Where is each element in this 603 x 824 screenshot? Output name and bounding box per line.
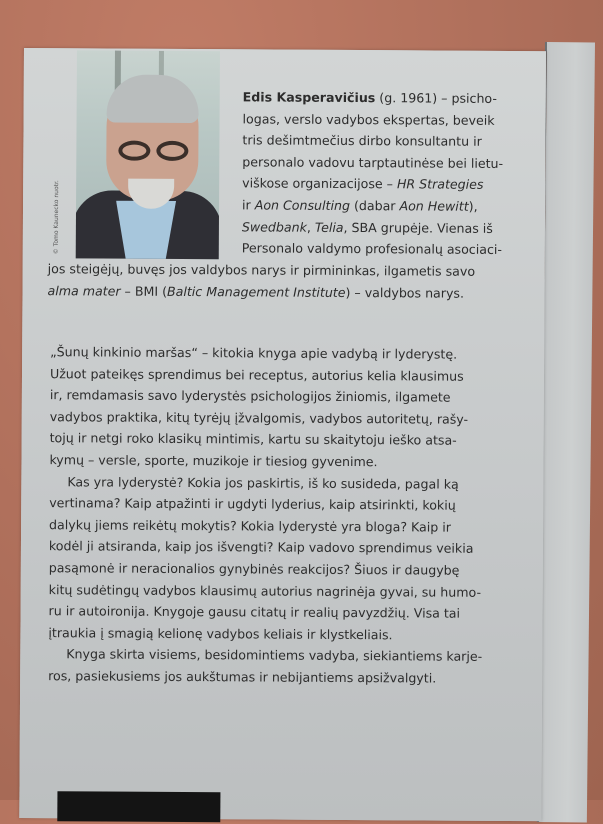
company-name: Aon Hewitt [399,198,469,214]
author-bio: Edis Kasperavičius (g. 1961) – psicho- logas, verslo vadybos ekspertas, beveik tris dešimtmečius dirbo konsultantu ir personalo vadovu tarptautinėse bei lietu- viškose organizacijose – HR Strategies ir Aon Consulting (dabar Aon Hewitt), Swedbank, Telia, SBA grupėje. Vienas iš Personalo valdymo profesionalų asociaci- [242,86,543,261]
bio-line: personalo vadovu tarptautinėse bei lietu- [242,154,504,171]
institution-name: Baltic Management Institute [166,283,346,300]
author-bio-continued: jos steigėjų, buvęs jos valdybos narys ir pirmininkas, ilgametis savo alma mater – BMI (Baltic Management Institute) – valdybos narys. [47,258,542,304]
barcode-label-bar [57,791,220,822]
description-paragraph-2: Kas yra lyderystė? Kokia jos paskirtis, iš ko susideda, pagal ką vertinama? Kaip atpažinti ir ugdyti lyderius, kaip atsirinkti, kokių dalykų jiems reikėtų mokytis? Kokia lyderystė yra bloga? Kaip ir kodėl ji atsiranda, kaip jos išvengti? Kaip vadovo sprendimus veikia pasąmonė ir neracionalios gynybinės reakcijos? Šiuos ir daugybę kitų sudėtingų vadybos klausimų autorius nagrinėja gyvai, su humo- ru ir autoironija. Knygoje gausu citatų ir realių pavyzdžių. Visa tai įtraukia į smagią kelionę vadybos keliais ir klystkeliais. [48,473,482,642]
book-flap [537,42,595,822]
author-shirt [116,201,176,260]
glasses-icon [112,141,192,163]
bio-line: jos steigėjų, buvęs jos valdybos narys ir pirmininkas, ilgametis savo [47,261,476,279]
description-paragraph-1: „Šunų kinkinio maršas“ – kitokia knyga apie vadybą ir lyderystę. Užuot pateikęs sprendimus bei receptus, autorius kelia klausimus ir, remdamasis savo lyderystės psichologijos žiniomis, ilgamete vadybos praktika, kitų tyrėjų įžvalgomis, vadybos autoritetų, rašy- tojų ir netgi roko klasikų mintimis, kartu su skaitytoju ieško atsa- kymų – versle, sporte, muzikoje ir tiesiog gyvenime. [49,344,469,470]
company-name: Telia [314,219,344,235]
book-back-cover [19,48,546,821]
company-name: Aon Consulting [254,197,351,213]
bio-line: logas, verslo vadybos ekspertas, beveik [242,110,495,128]
book-description [48,341,545,690]
photo-credit: © Tomo Kaunecko nuotr. [52,180,61,255]
author-name: Edis Kasperavičius [242,89,376,106]
company-name: HR Strategies [396,176,484,193]
company-name: Swedbank [241,218,307,235]
description-paragraph-3: Knyga skirta visiems, besidomintiems vadyba, siekiantiems karje- ros, pasiekusiems jos aukštumas ir nebijantiems apsižvalgyti. [48,646,483,686]
author-photo [76,50,220,259]
bio-line: tris dešimtmečius dirbo konsultantu ir [242,132,482,149]
bio-line: Personalo valdymo profesionalų asociaci- [241,240,502,258]
